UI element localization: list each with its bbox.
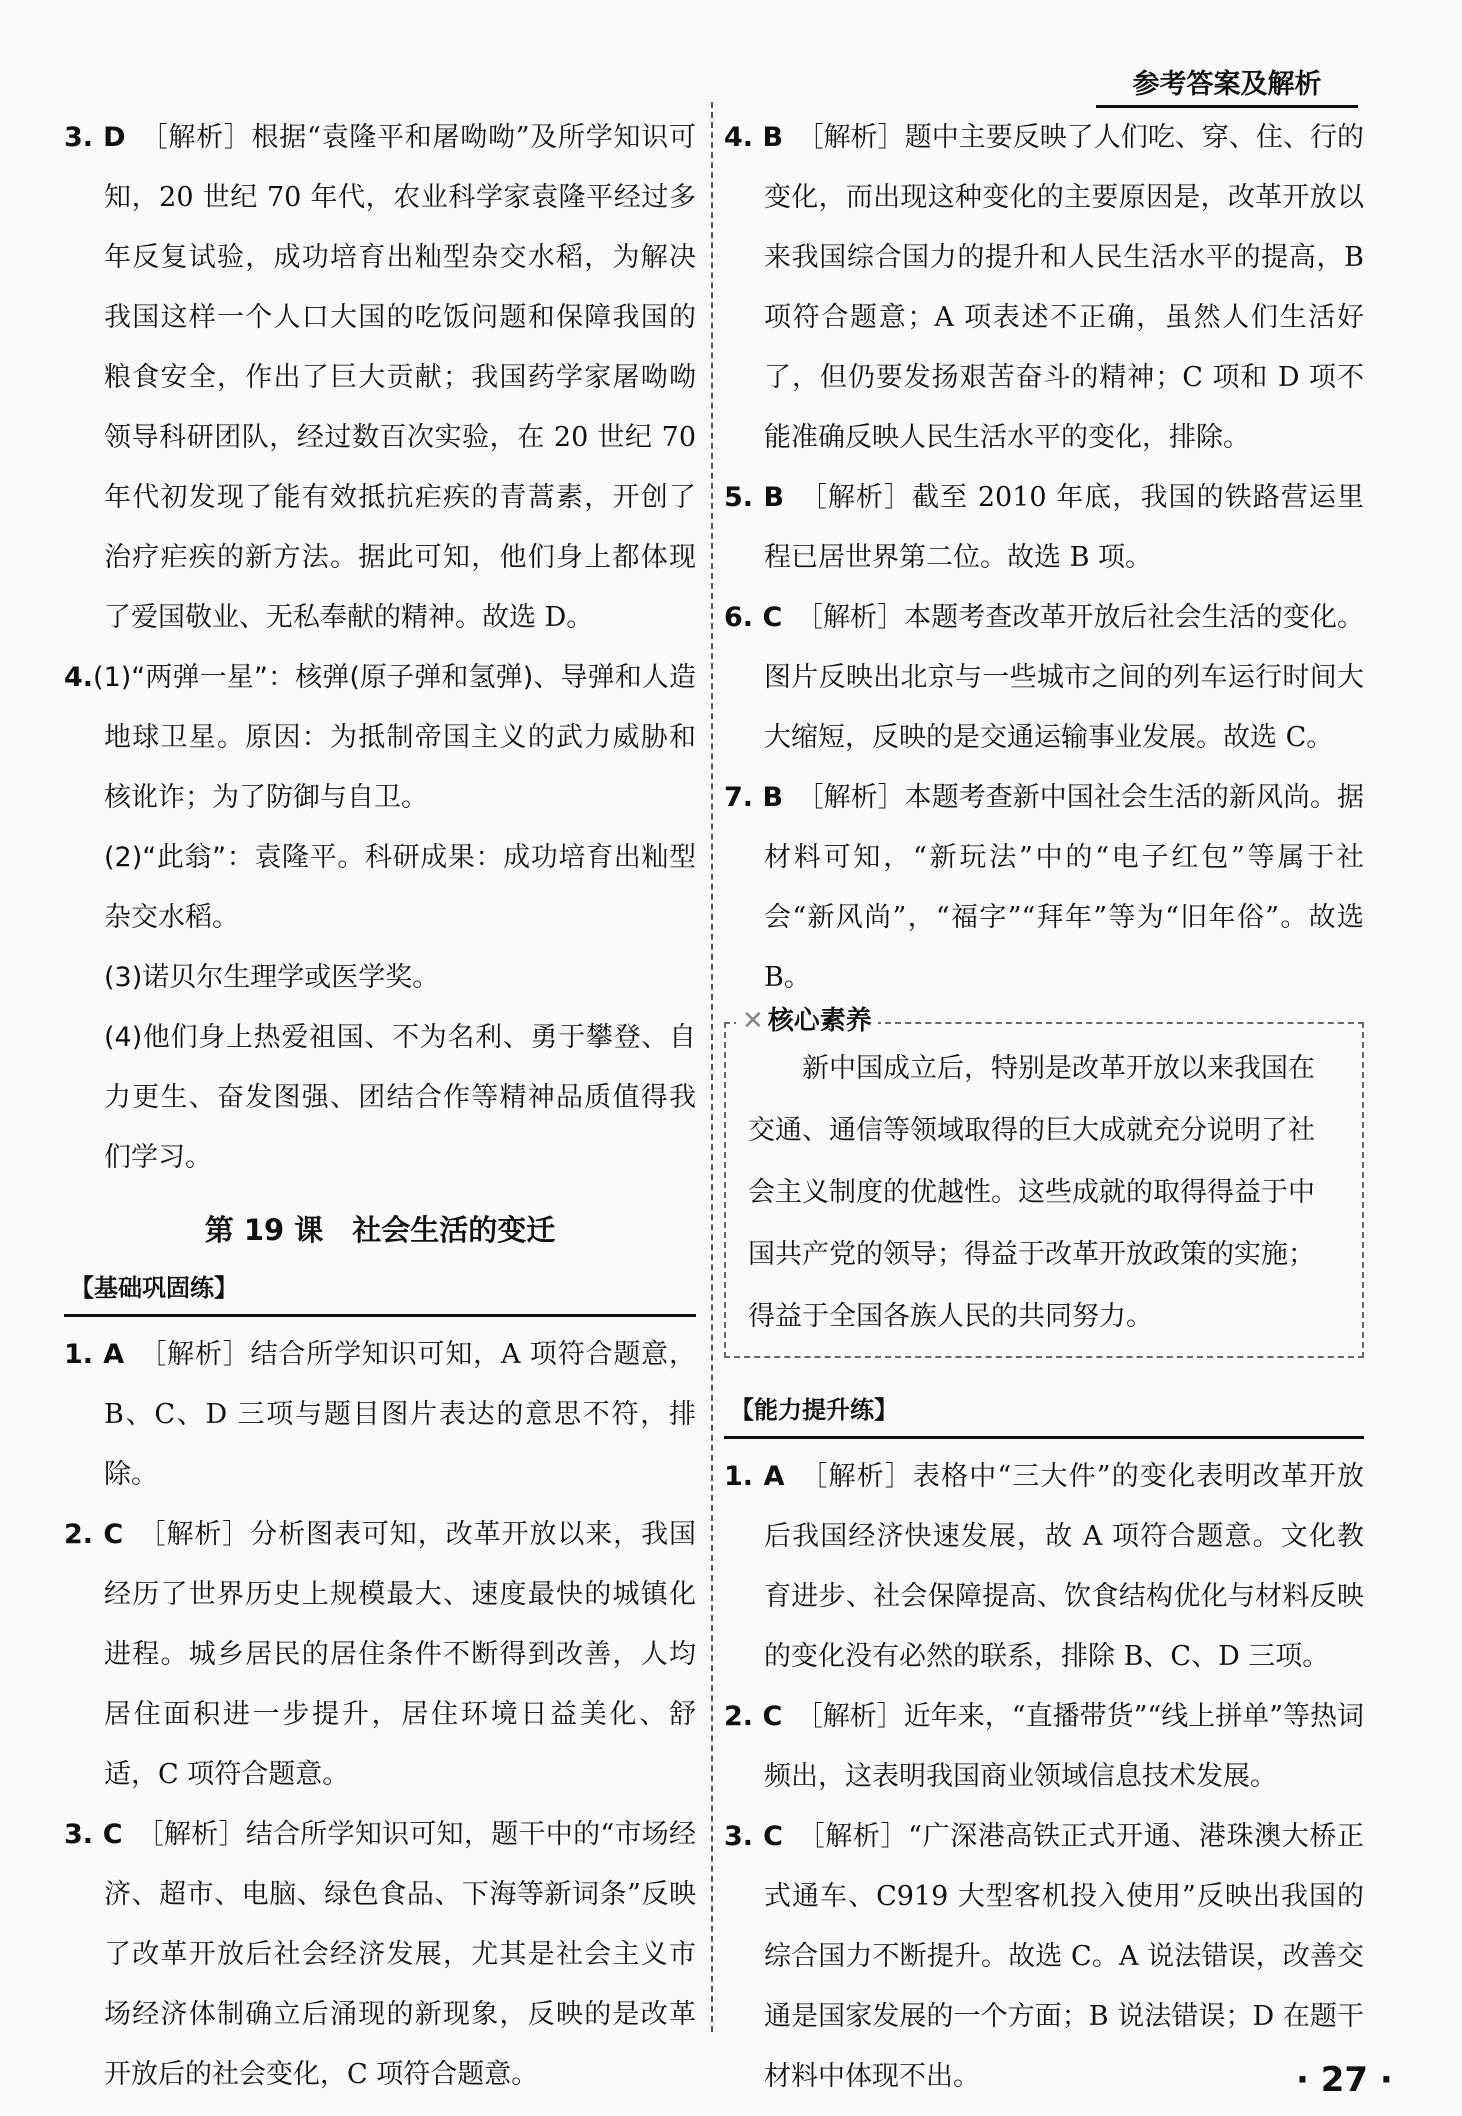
- answer-b2: 2. C ［解析］分析图表可知，改革开放以来，我国经历了世界历史上规模最大、速度最快的城镇化进程。城乡居民的居住条件不断得到改善，人均居住面积进一步提升，居住环境日益美化、舒适，C 项符合题意。: [64, 1519, 697, 1790]
- answer-a3: 3. C ［解析］“广深港高铁正式开通、港珠澳大桥正式通车、C919 大型客机投入使用”反映出我国的综合国力不断提升。故选 C。A 说法错误，改善交通是国家发展的一个方面；B 说法错误；D 在题干材料中体现不出。: [724, 1821, 1364, 2092]
- answer-a2: 2. C ［解析］近年来，“直播带货”“线上拼单”等热词频出，这表明我国商业领域信息技术发展。: [724, 1701, 1365, 1792]
- left-column: [64, 108, 696, 2105]
- section-advanced-label: 【能力提升练】: [730, 1396, 898, 1424]
- column-divider: [711, 102, 713, 2032]
- answer-4-part2: (2)“此翁”：袁隆平。科研成果：成功培育出籼型杂交水稻。: [104, 842, 696, 933]
- answer-b5: 5. B ［解析］截至 2010 年底，我国的铁路营运里程已居世界第二位。故选 B 项。: [724, 482, 1364, 573]
- core-literacy-title: ✕ 核心素养: [736, 1000, 878, 1037]
- answer-a1: 1. A ［解析］表格中“三大件”的变化表明改革开放后我国经济快速发展，故 A 项符合题意。文化教育进步、社会保障提高、饮食结构优化与材料反映的变化没有必然的联系，排除 B、C、D 三项。: [724, 1461, 1365, 1672]
- core-literacy-text: 新中国成立后，特别是改革开放以来我国在交通、通信等领域取得的巨大成就充分说明了社会主义制度的优越性。这些成就的取得得益于中国共产党的领导；得益于改革开放政策的实施；得益于全国各族人民的共同努力。: [748, 1053, 1315, 1332]
- lesson-title: 第 19 课 社会生活的变迁: [204, 1213, 556, 1247]
- answer-b7: 7. B ［解析］本题考查新中国社会生活的新风尚。据材料可知，“新玩法”中的“电子红包”等属于社会“新风尚”，“福字”“拜年”等为“旧年俗”。故选 B。: [724, 782, 1365, 993]
- core-literacy-box: [724, 1006, 1364, 1358]
- answer-b4: 4. B ［解析］题中主要反映了人们吃、穿、住、行的变化，而出现这种变化的主要原因是，改革开放以来我国综合国力的提升和人民生活水平的提高，B 项符合题意；A 项表述不正确，虽然人们生活好了，但仍要发扬艰苦奋斗的精神；C 项和 D 项不能准确反映人民生活水平的变化，排除。: [724, 122, 1365, 453]
- answer-b6: 6. C ［解析］本题考查改革开放后社会生活的变化。图片反映出北京与一些城市之间的列车运行时间大大缩短，反映的是交通运输事业发展。故选 C。: [724, 602, 1364, 753]
- cross-icon: ✕: [742, 1006, 764, 1036]
- page-header-title: 参考答案及解析: [1096, 62, 1358, 108]
- section-basic: [64, 1266, 696, 1317]
- answer-b1: 1. A ［解析］结合所学知识可知，A 项符合题意，B、C、D 三项与题目图片表达的意思不符，排除。: [64, 1339, 697, 1490]
- right-column: [724, 108, 1364, 2107]
- answer-4-part3: (3)诺贝尔生理学或医学奖。: [104, 962, 440, 993]
- answer-4-part4: (4)他们身上热爱祖国、不为名利、勇于攀登、自力更生、奋发图强、团结合作等精神品质值得我们学习。: [104, 1022, 696, 1173]
- page-number: · 27 ·: [1296, 2060, 1393, 2100]
- section-advanced: [724, 1388, 1364, 1439]
- section-basic-label: 【基础巩固练】: [70, 1274, 238, 1302]
- answer-b3: 3. C ［解析］结合所学知识可知，题干中的“市场经济、超市、电脑、绿色食品、下海等新词条”反映了改革开放后社会经济发展，尤其是社会主义市场经济体制确立后涌现的新现象，反映的是改革开放后的社会变化，C 项符合题意。: [64, 1819, 696, 2090]
- answer-4-part1: 4.(1)“两弹一星”：核弹(原子弹和氢弹)、导弹和人造地球卫星。原因：为抵制帝国主义的武力威胁和核讹诈；为了防御与自卫。: [64, 662, 696, 813]
- answer-3d: 3. D ［解析］根据“袁隆平和屠呦呦”及所学知识可知，20 世纪 70 年代，农业科学家袁隆平经过多年反复试验，成功培育出籼型杂交水稻，为解决我国这样一个人口大国的吃饭问题和保障我国的粮食安全，作出了巨大贡献；我国药学家屠呦呦领导科研团队，经过数百次实验，在 20 世纪 70 年代初发现了能有效抵抗疟疾的青蒿素，开创了治疗疟疾的新方法。据此可知，他们身上都体现了爱国敬业、无私奉献的精神。故选 D。: [64, 122, 697, 633]
